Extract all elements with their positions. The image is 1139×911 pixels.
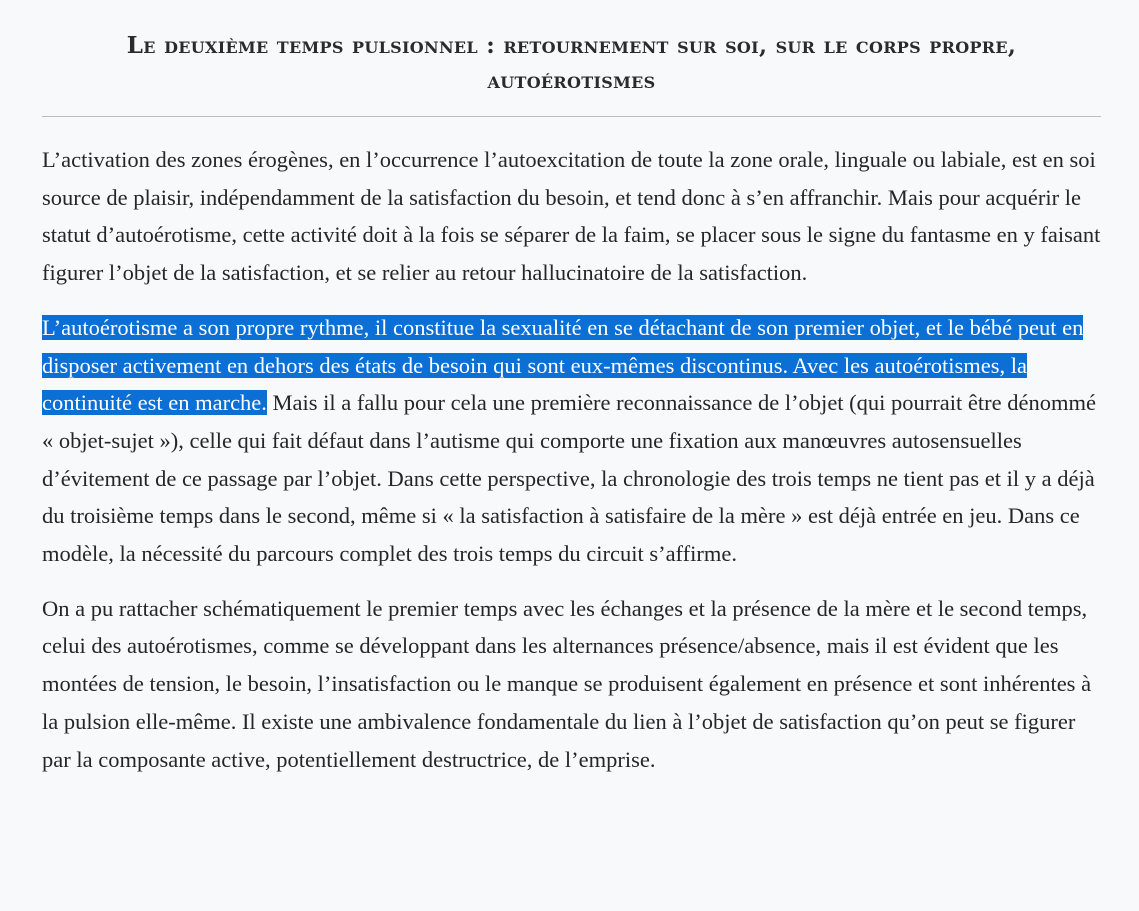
paragraph-1[interactable] — [42, 141, 1101, 292]
paragraph-3[interactable] — [42, 590, 1101, 779]
article-body — [42, 141, 1101, 778]
section-title: Le deuxième temps pulsionnel : retournement sur soi, sur le corps propre, autoérotismes — [126, 32, 1017, 94]
paragraph-1-text[interactable]: L’activation des zones érogènes, en l’occurrence l’autoexcitation de toute la zone orale, linguale ou labiale, est en soi source de plaisir, indépendamment de la satisfaction du besoin, et tend donc à s’en affranchir. Mais pour acquérir le statut d’autoérotisme, cette activité doit à la fois se séparer de la faim, se placer sous le signe du fantasme en y faisant figurer l’objet de la satisfaction, et se relier au retour hallucinatoire de la satisfaction. — [42, 147, 1101, 286]
paragraph-2-text[interactable]: Mais il a fallu pour cela une première reconnaissance de l’objet (qui pourrait être dénommé « objet-sujet »), celle qui fait défaut dans l’autisme qui comporte une fixation aux manœuvres autosensuelles d’évitement de ce passage par l’objet. Dans cette perspective, la chronologie des trois temps ne tient pas et il y a déjà du troisième temps dans le second, même si « la satisfaction à satisfaire de la mère » est déjà entrée en jeu. Dans ce modèle, la nécessité du parcours complet des trois temps du circuit s’affirme. — [42, 390, 1096, 567]
selected-text[interactable]: L’autoérotisme a son propre rythme, il constitue la sexualité en se détachant de son premier objet, et le bébé peut en disposer activement en dehors des états de besoin qui sont eux-mêmes discontinus. Avec les autoérotismes, la continuité est en marche. — [42, 314, 1084, 416]
paragraph-2[interactable] — [42, 309, 1101, 573]
paragraph-3-text[interactable]: On a pu rattacher schématiquement le premier temps avec les échanges et la présence de la mère et le second temps, celui des autoérotismes, comme se développant dans les alternances présence/absence, mais il est évident que les montées de tension, le besoin, l’insatisfaction ou le manque se produisent également en présence et sont inhérentes à la pulsion elle-même. Il existe une ambivalence fondamentale du lien à l’objet de satisfaction qu’on peut se figurer par la composante active, potentiellement destructrice, de l’emprise. — [42, 595, 1092, 772]
title-divider — [42, 116, 1101, 117]
